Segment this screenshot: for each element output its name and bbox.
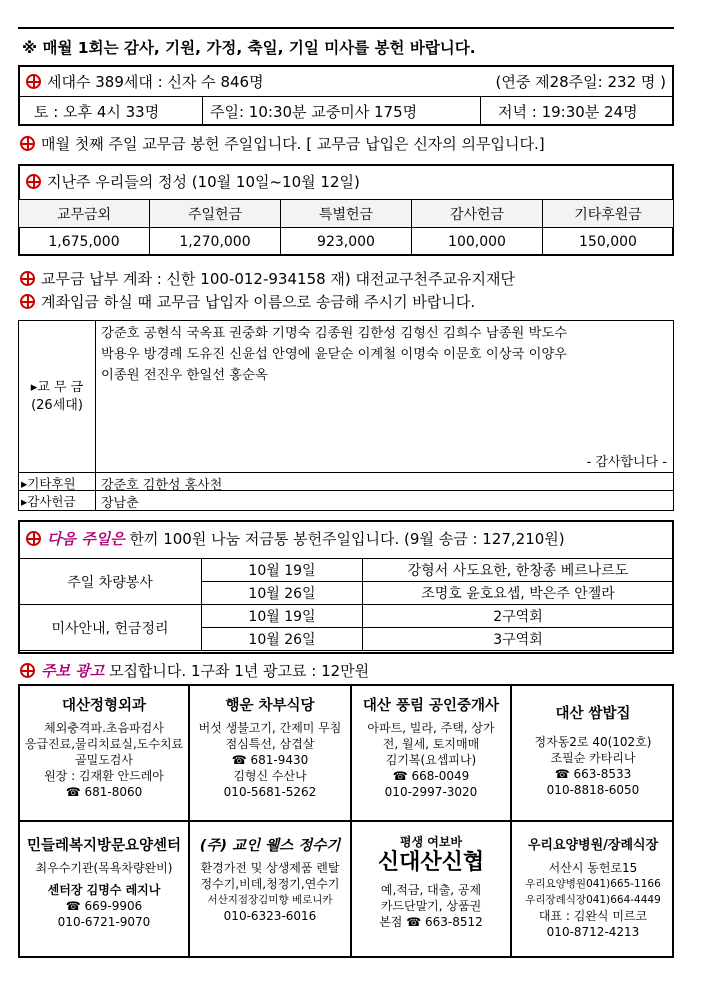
offering-value: 923,000 [281, 228, 412, 256]
transfer-info: 계좌입금 하실 때 교무금 납입자 이름으로 송금해 주시기 바랍니다. [41, 293, 476, 311]
account-info: 교무금 납부 계좌 : 신한 100-012-934158 재) 대전교구천주교유지재단 [41, 270, 515, 288]
service-box [18, 520, 674, 654]
mass-notice: ※ 매월 1회는 감사, 기원, 가정, 축일, 기일 미사를 봉헌 바랍니다. [22, 39, 476, 57]
next-sunday-lead: 다음 주일은 [47, 530, 125, 548]
offering-box [18, 164, 674, 256]
offering-value: 150,000 [543, 228, 674, 256]
service-table [18, 558, 674, 651]
ad-notice-lead: 주보 광고 [41, 662, 105, 680]
ad-water-purifier: (주) 교인 웰스 정수기 환경가전 및 상생제품 렌탈 정수기,비데,청정기,연수기 서산지점장김미향 베로니카 010-6323-6016 [199, 838, 341, 923]
top-rule [18, 27, 674, 29]
offering-title: 지난주 우리들의 정성 (10월 10일~10월 12일) [47, 173, 360, 191]
cross-icon [26, 74, 41, 89]
offering-table [18, 199, 674, 256]
offering-value: 1,675,000 [19, 228, 150, 256]
service-date: 10월 26일 [202, 582, 363, 605]
ad-credit-union: 평생 여보바 신대산신협 예,적금, 대출, 공제 카드단말기, 상품권 본점 ☎ 663-8512 [377, 835, 485, 929]
offering-header: 기타후원금 [543, 200, 674, 228]
census-eve: 저녁 : 19:30분 24명 [498, 103, 638, 121]
offering-header: 감사헌금 [412, 200, 543, 228]
thanks-names: 장남춘 [101, 496, 139, 511]
census-households: 세대수 389세대 : 신자 수 846명 [47, 73, 264, 91]
ad-notice-text: 모집합니다. 1구좌 1년 광고료 : 12만원 [104, 662, 370, 680]
census-sat: 토 : 오후 4시 33명 [34, 103, 160, 121]
donor-box [18, 320, 674, 511]
guide-label: 미사안내, 헌금정리 [19, 605, 202, 651]
ads-box [18, 684, 674, 958]
service-who: 3구역회 [363, 628, 674, 651]
census-sun: 주일: 10:30분 교중미사 175명 [210, 103, 418, 121]
offering-header: 주일헌금 [150, 200, 281, 228]
offering-value: 1,270,000 [150, 228, 281, 256]
ad-nursing-hospital: 우리요양병원/장례식장 서산시 동헌로15 우리요양병원041)665-1166 우리장례식장041)664-4449 대표 : 김완식 미르코 010-8712-4213 [525, 838, 661, 939]
service-who: 강형서 사도요한, 한창종 베르나르도 [363, 559, 674, 582]
service-who: 조명호 윤호요셉, 박은주 안젤라 [363, 582, 674, 605]
other-names: 강준호 김한성 홍사천 [101, 478, 223, 493]
cross-icon [26, 174, 41, 189]
donor-names: 강준호 공현식 국옥표 권중화 기명숙 김종원 김한성 김형신 김희수 남종원 박도수 박용우 방경례 도유진 신윤섭 안영에 윤닫순 이계철 이명숙 이문호 이상국 이양우 이종원 전진우 한일선 홍순옥 [101, 326, 568, 383]
thanks-label: ▸감사헌금 [21, 494, 76, 509]
ad-ssambap: 대산 쌈밥집 정자동2로 40(102호) 조필순 카타리나 ☎ 663-8533 010-8818-6050 [534, 706, 652, 797]
ad-orthopedics: 대산정형외과 체외충격파.초음파검사 응급진료,물리치료실,도수치료 골밀도검사 원장 : 김재환 안드레아 ☎ 681-8060 [24, 698, 184, 799]
offering-header: 교무금외 [19, 200, 150, 228]
service-date: 10월 26일 [202, 628, 363, 651]
ad-realestate: 대산 풍림 공인중개사 아파트, 빌라, 주택, 상가 전, 월세, 토지매매 김기복(요셉피나) ☎ 668-0049 010-2997-3020 [362, 698, 500, 799]
offering-header: 특별헌금 [281, 200, 412, 228]
cross-icon [20, 271, 35, 286]
cross-icon [20, 294, 35, 309]
service-who: 2구역회 [363, 605, 674, 628]
thanks-text: - 감사합니다 - [586, 455, 667, 470]
ad-care-center: 민들레복지방문요양센터 최우수기관(목욕차량완비) 센터장 김명수 레지나 ☎ 669-9906 010-6721-9070 [26, 838, 182, 929]
dues-notice: 매월 첫째 주일 교무금 봉헌 주일입니다. [ 교무금 납입은 신자의 의무입니다.] [41, 135, 545, 153]
cross-icon [20, 663, 35, 678]
service-date: 10월 19일 [202, 605, 363, 628]
cross-icon [20, 136, 35, 151]
cross-icon [26, 531, 41, 546]
parking-label: 주일 차량봉사 [19, 559, 202, 605]
census-box [18, 65, 674, 126]
offering-value: 100,000 [412, 228, 543, 256]
other-label: ▸기타후원 [21, 476, 76, 491]
dues-label: ▸교 무 금 (26세대) [30, 380, 84, 413]
service-date: 10월 19일 [202, 559, 363, 582]
ad-restaurant: 행운 차부식당 버섯 생불고기, 간제미 무침 점심특선, 삼겹살 ☎ 681-9430 김형신 수산나 010-5681-5262 [198, 698, 342, 799]
census-week: (연중 제28주일: 232 명 ) [495, 73, 666, 91]
next-sunday-text: 한끼 100원 나눔 저금통 봉헌주일입니다. (9월 송금 : 127,210원) [124, 530, 565, 548]
